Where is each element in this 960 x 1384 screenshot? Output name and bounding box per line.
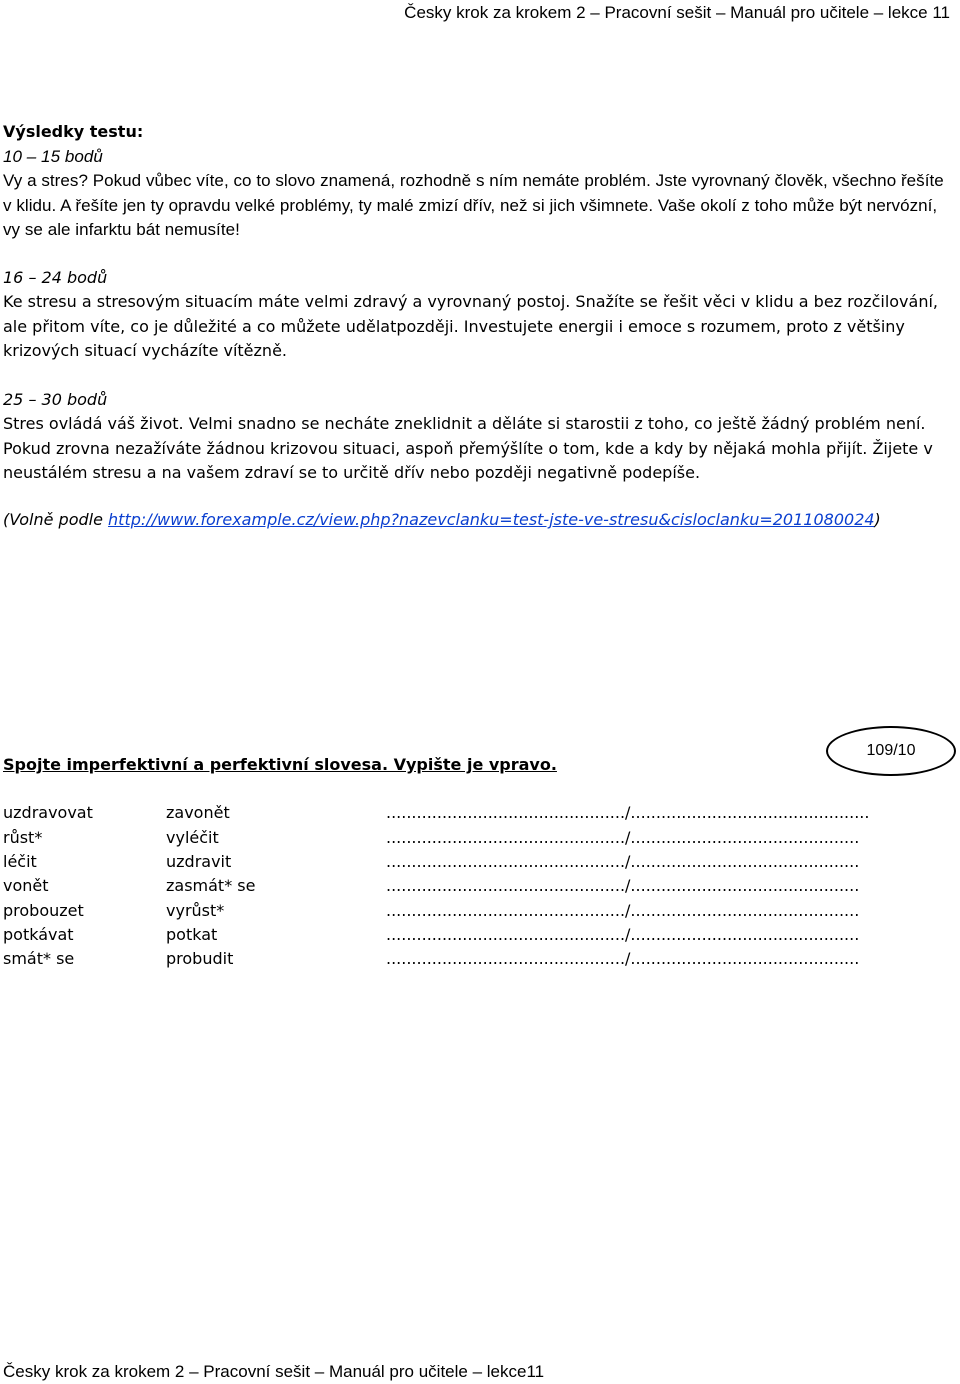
imperfective-verb: vonět [3,876,49,895]
result-block-2 [3,266,953,364]
source-suffix: ) [874,510,881,529]
answer-blank[interactable]: .............................................../............................................. [386,828,860,847]
answer-blank[interactable]: .............................................../............................................. [386,925,860,944]
perfective-verb: vyléčit [166,828,219,847]
perfective-verb: potkat [166,925,218,944]
imperfective-verb: růst* [3,828,43,847]
source-note [3,508,881,532]
perfective-verb: uzdravit [166,852,232,871]
answer-blank[interactable]: .............................................../............................................. [386,876,860,895]
imperfective-verb: potkávat [3,925,74,944]
result-text-2: Ke stresu a stresovým situacím máte velmi zdravý a vyrovnaný postoj. Snažíte se řešit věci v klidu a bez rozčilování, ale přitom víte, co je důležité a co můžete udělatpozději. Investujete energii i emoce s rozumem, proto z většiny krizových situací vycházíte vítězně. [3,292,938,361]
perfective-verb: zasmát* se [166,876,256,895]
running-header: Česky krok za krokem 2 – Pracovní sešit – Manuál pro učitele – lekce 11 [404,3,950,22]
imperfective-verb: uzdravovat [3,803,93,822]
results-title: Výsledky testu: [3,122,144,141]
answer-blank[interactable]: .............................................../............................................... [386,803,870,822]
verb-row [0,923,960,947]
imperfective-verb: probouzet [3,901,84,920]
result-range-1: 10 – 15 bodů [3,147,103,166]
result-block-1 [3,145,953,243]
perfective-verb: vyrůst* [166,901,225,920]
verb-row [0,826,960,850]
verb-row [0,874,960,898]
result-text-3: Stres ovládá váš život. Velmi snadno se necháte zneklidnit a děláte si starostii z toho, co ještě žádný problém není. Pokud zrovna nezažíváte žádnou krizovou situaci, aspoň přemýšlíte o tom, kde a kdy by nějaká mohla přijít. Žijete v neustálém stresu a na vašem zdraví se to určitě dřív nebo později negativně podepíše. [3,414,933,483]
result-range-2: 16 – 24 bodů [3,268,108,287]
result-text-1: Vy a stres? Pokud vůbec víte, co to slovo znamená, rozhodně s ním nemáte problém. Jste vyrovnaný člověk, všechno řešíte v klidu. A řešíte jen ty opravdu velké problémy, ty malé zmizí dřív, než si jich všimnete. Vaše okolí z toho může být nervózní, vy se ale infarktu bát nemusíte! [3,171,944,240]
verb-row [0,899,960,923]
source-link[interactable]: http://www.forexample.cz/view.php?nazevclanku=test-jste-ve-stresu&cisloclanku=2011080024 [108,510,875,529]
imperfective-verb: léčit [3,852,37,871]
result-range-3: 25 – 30 bodů [3,390,108,409]
exercise-title: Spojte imperfektivní a perfektivní slovesa. Vypište je vpravo. [3,755,557,774]
answer-blank[interactable]: .............................................../............................................. [386,852,860,871]
imperfective-verb: smát* se [3,949,75,968]
verb-row [0,850,960,874]
source-prefix: (Volně podle [3,510,109,529]
perfective-verb: probudit [166,949,234,968]
result-block-3 [3,388,953,486]
running-footer: Česky krok za krokem 2 – Pracovní sešit – Manuál pro učitele – lekce11 [3,1362,545,1381]
verb-row [0,947,960,971]
verb-row [0,801,960,825]
answer-blank[interactable]: .............................................../............................................. [386,949,860,968]
answer-blank[interactable]: .............................................../............................................. [386,901,860,920]
perfective-verb: zavonět [166,803,230,822]
page-reference-badge: 109/10 [826,726,956,776]
